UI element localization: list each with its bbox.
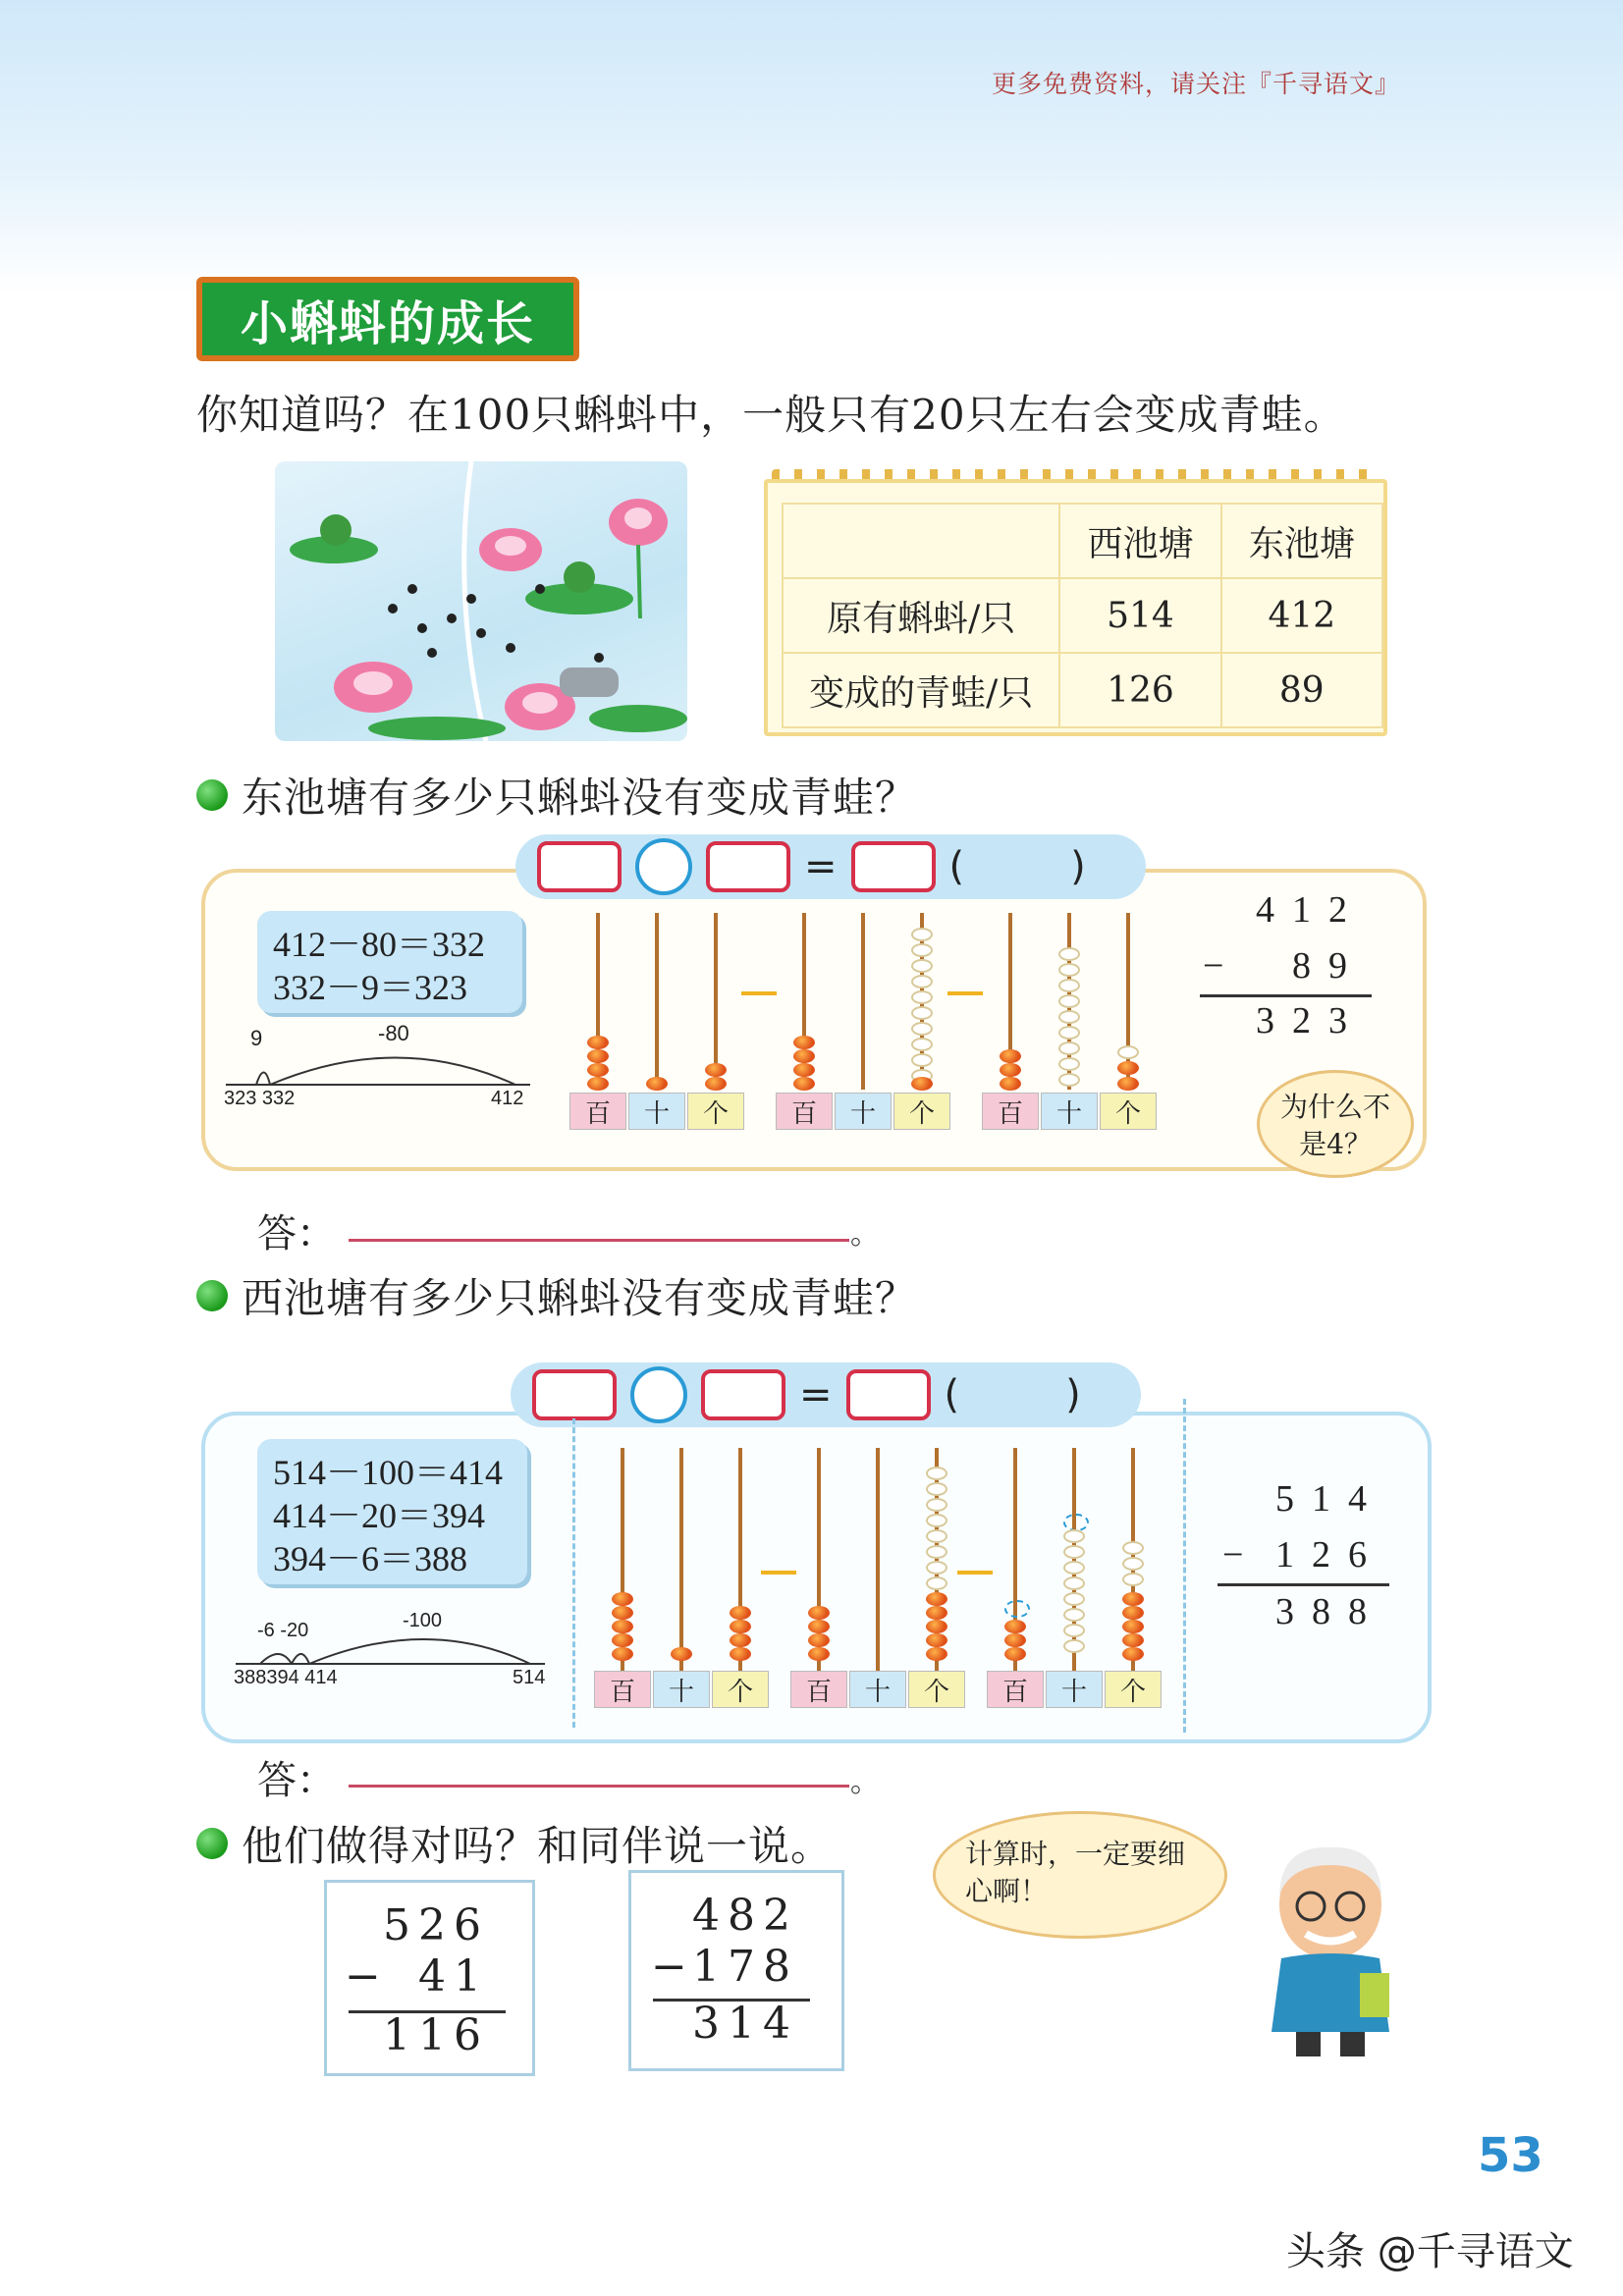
answer-period: 。 [850,1765,880,1799]
divider [572,1418,577,1728]
table-header-cell [783,504,1059,578]
vertical-top: 514 [1275,1478,1384,1520]
place-tens: 十 [835,1093,892,1130]
unit-paren-close: ) [1065,1372,1081,1417]
table-cell: 514 [1059,578,1220,653]
question-1-text: 东池塘有多少只蝌蚪没有变成青蛙？ [242,774,918,822]
equals-sign: = [804,844,838,889]
vertical-bottom: 126 [1275,1534,1384,1575]
vertical-rule [1217,1583,1389,1586]
abacus [987,1443,1163,1708]
question-3-text: 他们做得对吗？和同伴说一说。 [242,1822,834,1870]
numline-hop-big: -100 [403,1610,443,1631]
vertical-result: 388 [1275,1591,1384,1632]
place-hundreds: 百 [594,1671,651,1708]
card-result: 314 [692,1999,798,2049]
place-ones: 个 [893,1093,950,1130]
place-ones: 个 [687,1093,744,1130]
vertical-minus: − [1203,945,1242,987]
pond-illustration [275,461,687,741]
equation-box[interactable] [537,841,622,892]
numline-end: 412 [491,1088,524,1109]
numline-hop-big: -80 [378,1021,409,1045]
method-line: 414－20＝394 [273,1496,486,1535]
place-tens: 十 [628,1093,685,1130]
answer-label: 答： [257,1758,336,1803]
place-ones: 个 [1100,1093,1157,1130]
table-cell: 126 [1059,653,1220,727]
method-line: 332－9＝323 [273,968,468,1007]
arrow-icon [947,991,983,995]
answer-period: 。 [850,1217,880,1252]
answer-label: 答： [257,1211,336,1256]
homework-card-1 [324,1880,535,2076]
intro-text: 你知道吗？在100只蝌蚪中，一般只有20只左右会变成青蛙。 [196,391,1346,439]
q1-method-box [257,911,522,1013]
table-cell: 412 [1221,578,1382,653]
green-bullet-icon [196,1280,228,1311]
table-row [783,578,1382,653]
card-minus: − [651,1942,695,1992]
numline-end: 514 [513,1667,546,1688]
card-bottom: 178 [692,1942,798,1992]
method-line: 412－80＝332 [273,925,486,964]
card-minus: − [345,1951,389,2002]
place-hundreds: 百 [569,1093,626,1130]
homework-card-2 [628,1870,844,2071]
place-hundreds: 百 [776,1093,833,1130]
operator-circle[interactable] [635,838,692,895]
abacus [776,908,952,1134]
watermark-bottom: 头条 @千寻语文 [1286,2229,1574,2274]
numline-hop-small: 9 [250,1026,263,1050]
table-row [783,653,1382,727]
q2-equation-bar [511,1362,1141,1427]
card-bottom: 41 [418,1951,489,2002]
vertical-result: 323 [1256,1000,1365,1041]
place-tens: 十 [849,1671,906,1708]
vertical-minus: − [1222,1534,1262,1575]
table-cell: 89 [1221,653,1382,727]
thought-bubble: 为什么不是4？ [1257,1070,1414,1178]
card-top: 526 [383,1900,489,1950]
table-header-row [783,504,1382,578]
result-box[interactable] [846,1369,931,1420]
equation-box[interactable] [532,1369,617,1420]
tadpole-table [764,479,1387,736]
place-hundreds: 百 [987,1671,1044,1708]
method-line: 394－6＝388 [273,1539,468,1578]
vertical-bottom: 89 [1292,945,1365,987]
answer-field[interactable] [349,1785,849,1788]
card-top: 482 [692,1891,798,1941]
abacus [569,908,746,1134]
card-result: 116 [383,2010,489,2060]
watermark-top: 更多免费资料，请关注『千寻语文』 [992,70,1401,98]
unit-paren-open: ( [944,1372,960,1417]
operator-circle[interactable] [630,1366,687,1423]
divider [1183,1399,1188,1733]
green-bullet-icon [196,779,228,811]
arrow-icon [741,991,777,995]
result-box[interactable] [851,841,936,892]
question-1 [196,766,917,825]
place-tens: 十 [1041,1093,1098,1130]
question-3 [196,1814,833,1873]
page-number: 53 [1478,2128,1543,2183]
abacus [594,1443,771,1708]
place-ones: 个 [712,1671,769,1708]
equation-box[interactable] [706,841,790,892]
answer-field[interactable] [349,1239,849,1242]
question-2 [196,1266,917,1325]
place-ones: 个 [908,1671,965,1708]
place-tens: 十 [653,1671,710,1708]
vertical-top: 412 [1256,889,1365,931]
speech-bubble: 计算时，一定要细心啊！ [933,1811,1227,1939]
numline-marks: 323 332 [224,1088,296,1109]
equation-box[interactable] [701,1369,785,1420]
numline-marks: 388394 414 [234,1667,338,1688]
vertical-rule [1200,994,1372,997]
equals-sign: = [799,1372,833,1417]
abacus [982,908,1159,1134]
q1-equation-bar [515,834,1146,899]
data-table [782,503,1383,728]
numline-hops: -6 -20 [257,1620,309,1641]
place-hundreds: 百 [982,1093,1039,1130]
teacher-character [1242,1836,1409,2061]
table-header-cell: 西池塘 [1059,504,1220,578]
table-cell: 原有蝌蚪/只 [783,578,1059,653]
lesson-title: 小蝌蚪的成长 [196,277,579,361]
question-2-text: 西池塘有多少只蝌蚪没有变成青蛙？ [242,1274,918,1322]
green-bullet-icon [196,1828,228,1859]
abacus [790,1443,967,1708]
lotus-frog-picture [275,461,687,741]
place-tens: 十 [1046,1671,1103,1708]
method-line: 514－100＝414 [273,1453,504,1492]
unit-paren-open: ( [948,844,965,889]
table-cell: 变成的青蛙/只 [783,653,1059,727]
table-header-cell: 东池塘 [1221,504,1382,578]
q2-method-box [257,1439,527,1584]
unit-paren-close: ) [1070,844,1086,889]
place-hundreds: 百 [790,1671,847,1708]
place-ones: 个 [1105,1671,1162,1708]
